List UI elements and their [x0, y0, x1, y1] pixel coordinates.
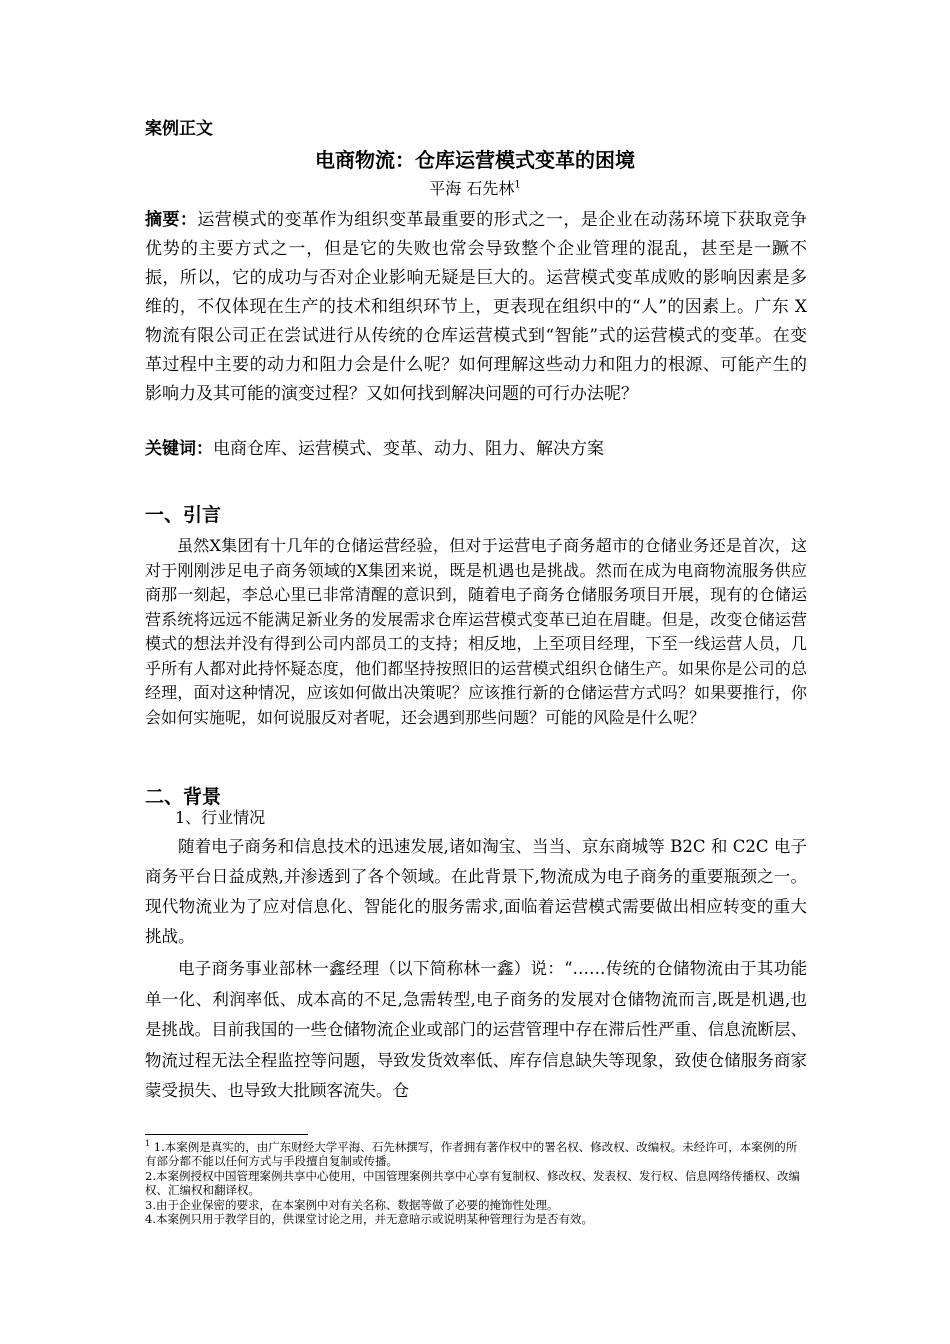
footnotes [145, 1137, 807, 1227]
abstract [145, 206, 807, 409]
footnote-item: 3.由于企业保密的要求，在本案例中对有关名称、数据等做了必要的掩饰性处理。 [145, 1197, 559, 1212]
footnote-marker[interactable]: 1 [514, 179, 521, 191]
section-heading-background: 二、背景 [145, 786, 222, 808]
document-title-text: 电商物流：仓库运营模式变革的困境 [315, 148, 635, 172]
background-paragraph-1: 随着电子商务和信息技术的迅速发展,诸如淘宝、当当、京东商城等 B2C 和 C2C 电子商务平台日益成熟,并渗透到了各个领域。在此背景下,物流成为电子商务的重要瓶颈之一。现代物流业为了应对信息化、智能化的服务需求,面临着运营模式需要做出相应转变的重大挑战。 [145, 837, 807, 946]
keywords-label: 关键词： [145, 439, 213, 459]
keywords [145, 436, 807, 462]
footnote-item: 4.本案例只用于教学目的，供课堂讨论之用，并无意暗示或说明某种管理行为是否有效。 [145, 1212, 593, 1227]
authors-text: 平海 石先林 [429, 179, 515, 198]
document-title [0, 144, 950, 173]
footnote-divider [145, 1134, 308, 1135]
case-label: 案例正文 [145, 119, 213, 139]
footnote-item: 2.本案例授权中国管理案例共享中心使用，中国管理案例共享中心享有复制权、修改权、发表权、发行权、信息网络传播权、改编权、汇编权和翻译权。 [145, 1168, 800, 1198]
background-paragraph-2: 电子商务事业部林一鑫经理（以下简称林一鑫）说：“……传统的仓储物流由于其功能单一化、利润率低、成本高的不足,急需转型,电子商务的发展对仓储物流而言,既是机遇,也是挑战。目前我国的一些仓储物流企业或部门的运营管理中存在滞后性严重、信息流断层、物流过程无法全程监控等问题，导致发货效率低、库存信息缺失等现象，致使仓储服务商家蒙受损失、也导致大批顾客流失。仓 [145, 959, 807, 1100]
authors-line [0, 176, 950, 199]
abstract-label: 摘要： [145, 210, 198, 230]
section-heading-introduction: 一、引言 [145, 504, 222, 526]
footnote-ref: 1 [145, 1139, 151, 1148]
abstract-text: 运营模式的变革作为组织变革最重要的形式之一，是企业在动荡环境下获取竞争优势的主要方式之一，但是它的失败也常会导致整个企业管理的混乱，甚至是一蹶不振，所以，它的成功与否对企业影响无疑是巨大的。运营模式变革成败的影响因素是多维的，不仅体现在生产的技术和组织环节上，更表现在组织中的“人”的因素上。广东 X 物流有限公司正在尝试进行从传统的仓库运营模式到“智能”式的运营模式的变革。在变革过程中主要的动力和阻力会是什么呢？如何理解这些动力和阻力的根源、可能产生的影响力及其可能的演变过程？又如何找到解决问题的可行办法呢？ [145, 210, 808, 404]
keywords-text: 电商仓库、运营模式、变革、动力、阻力、解决方案 [213, 439, 604, 459]
subsection-heading-industry: 1、行业情况 [175, 808, 266, 827]
introduction-paragraph: 虽然X集团有十几年的仓储运营经验，但对于运营电子商务超市的仓储业务还是首次，这对于刚刚涉足电子商务领域的X集团来说，既是机遇也是挑战。然而在成为电商物流服务供应商那一刻起，李总心里已非常清醒的意识到，随着电子商务仓储服务项目开展，现有的仓储运营系统将远远不能满足新业务的发展需求仓库运营模式变革已迫在眉睫。但是，改变仓储运营模式的想法并没有得到公司内部员工的支持；相反地，上至项目经理，下至一线运营人员，几乎所有人都对此持怀疑态度，他们都坚持按照旧的运营模式组织仓储生产。如果你是公司的总经理，面对这种情况，应该如何做出决策呢？应该推行新的仓储运营方式吗？如果要推行，你会如何实施呢，如何说服反对者呢，还会遇到那些问题？可能的风险是什么呢？ [145, 536, 807, 727]
footnote-item: $^1$ 1.本案例是真实的，由广东财经大学平海、石先林撰写，作者拥有著作权中的署名权、修改权、改编权。未经许可，本案例的所有部分都不能以任何方式与手段擅自复制或传播。 [145, 1139, 798, 1169]
